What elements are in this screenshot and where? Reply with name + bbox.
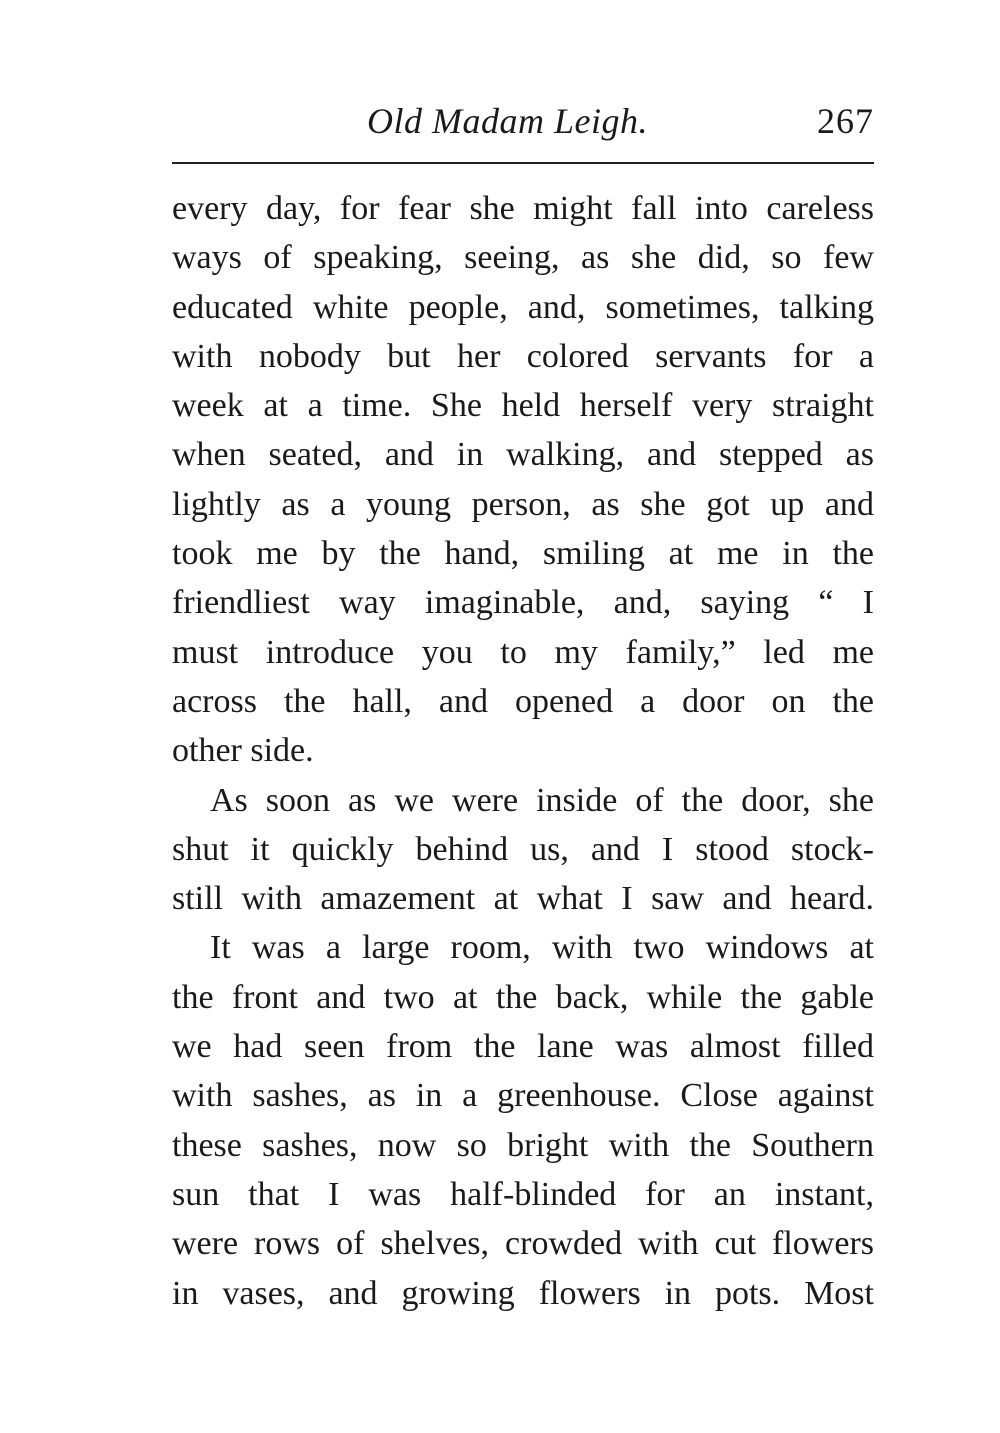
text-line: when seated, and in walking, and stepped as (172, 436, 874, 474)
text-line: It was a large room, with two windows at (210, 929, 874, 967)
text-line: sun that I was half-blinded for an instant, (172, 1175, 874, 1213)
text-line: the front and two at the back, while the gable (172, 978, 874, 1016)
text-line: we had seen from the lane was almost filled (172, 1028, 874, 1066)
text-line: lightly as a young person, as she got up and (172, 485, 874, 523)
text-line: friendliest way imaginable, and, saying “ I (172, 584, 874, 622)
text-line: were rows of shelves, crowded with cut flowers (172, 1225, 874, 1263)
page-header (172, 100, 874, 150)
text-line: week at a time. She held herself very straight (172, 387, 874, 425)
text-line: ways of speaking, seeing, as she did, so few (172, 239, 874, 277)
header-rule (172, 162, 874, 164)
text-line: in vases, and growing flowers in pots. Most (172, 1274, 874, 1312)
text-line: shut it quickly behind us, and I stood stock- (172, 830, 874, 868)
text-line: every day, for fear she might fall into careless (172, 190, 874, 227)
text-line: still with amazement at what I saw and heard. (172, 880, 874, 918)
body-text (172, 184, 874, 1318)
text-line: other side. (172, 732, 314, 770)
running-title: Old Madam Leigh. (367, 101, 648, 141)
text-line: with sashes, as in a greenhouse. Close against (172, 1077, 874, 1115)
text-line: must introduce you to my family,” led me (172, 633, 874, 671)
page-number: 267 (817, 101, 874, 141)
text-line: took me by the hand, smiling at me in the (172, 535, 874, 573)
text-line: these sashes, now so bright with the Southern (172, 1126, 874, 1164)
text-line: across the hall, and opened a door on the (172, 682, 874, 720)
text-line: As soon as we were inside of the door, she (210, 781, 874, 819)
text-line: with nobody but her colored servants for a (172, 337, 874, 375)
text-line: educated white people, and, sometimes, talking (172, 288, 874, 326)
